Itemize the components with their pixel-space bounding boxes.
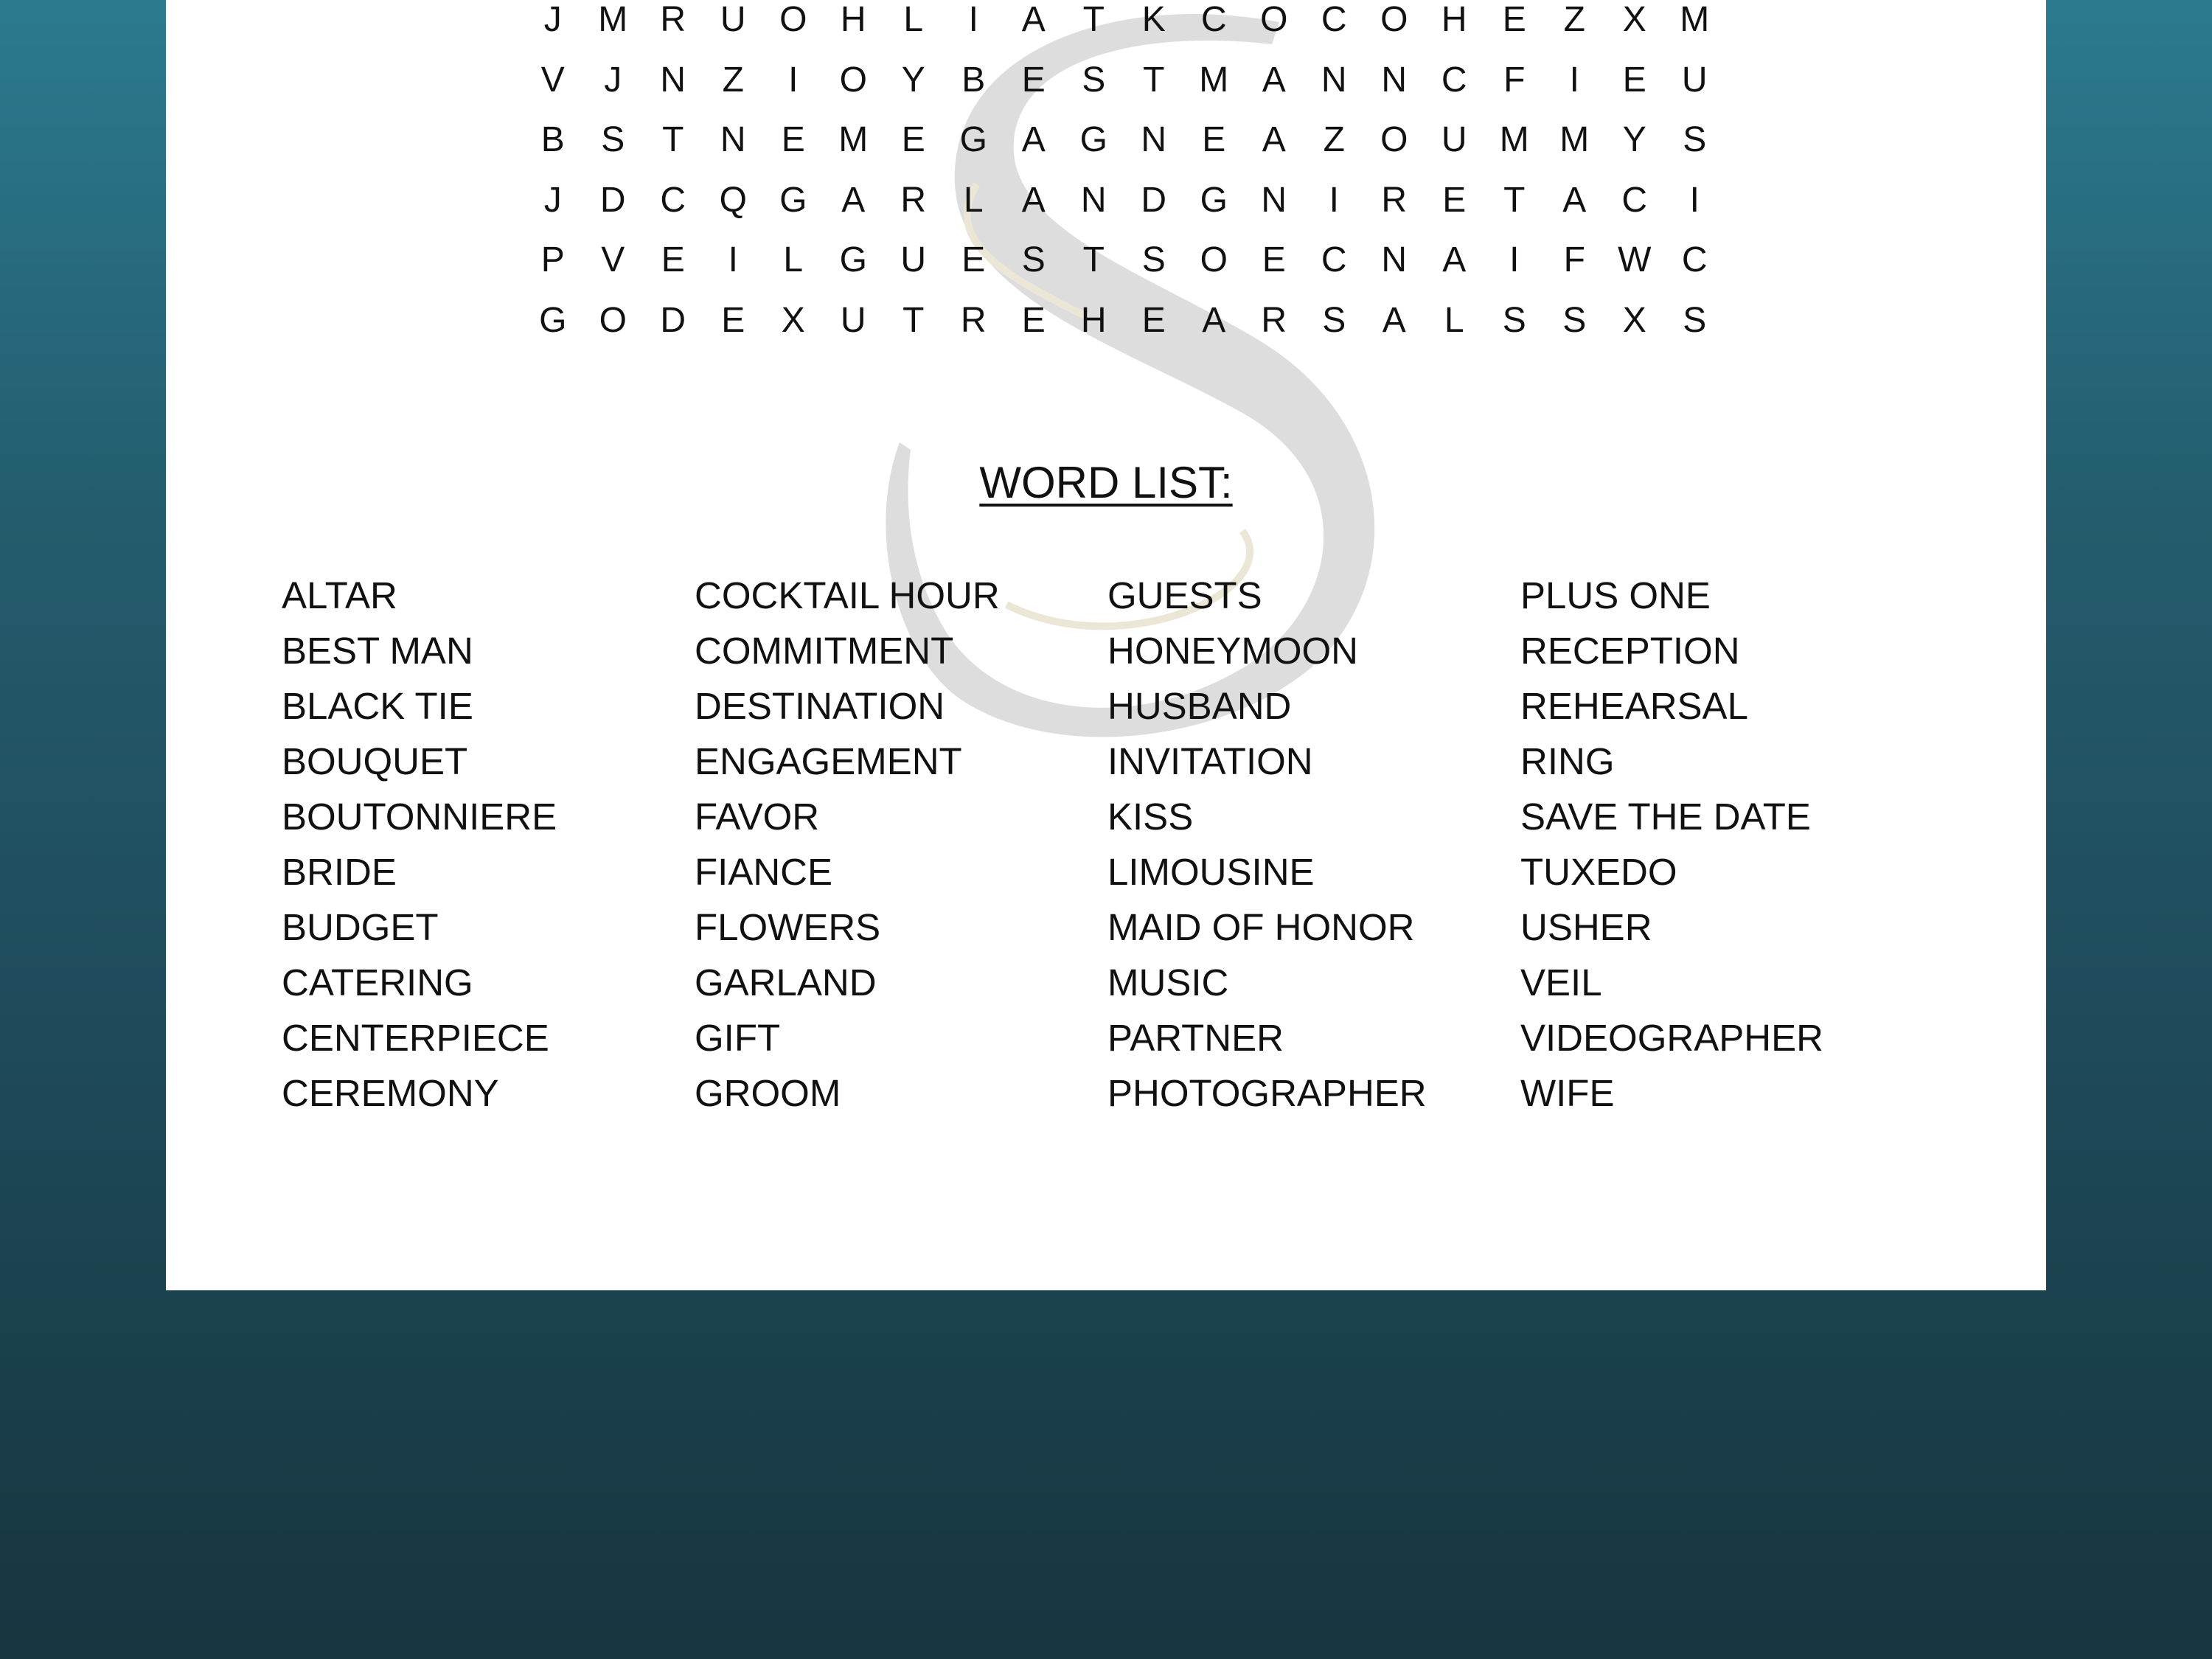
grid-cell[interactable]: B [961,60,986,100]
grid-cell[interactable]: N [1261,180,1287,220]
grid-cell[interactable]: Z [1563,0,1585,40]
grid-cell[interactable]: I [728,240,738,280]
word-list-item: GARLAND [695,961,877,1004]
grid-cell[interactable]: Y [1622,120,1646,160]
grid-cell[interactable]: O [779,0,807,40]
word-list-item: BEST MAN [282,630,473,672]
grid-cell[interactable]: H [1080,300,1107,340]
grid-cell[interactable]: E [781,120,805,160]
word-column [282,568,695,1121]
grid-cell[interactable]: A [1021,180,1046,220]
word-list-item: BOUQUET [282,740,468,782]
grid-cell[interactable]: L [963,180,984,220]
letter-grid [523,0,1725,350]
grid-cell[interactable]: A [841,180,866,220]
grid-cell[interactable]: S [1082,60,1106,100]
word-list-item: RECEPTION [1520,630,1740,672]
word-list-item: VIDEOGRAPHER [1520,1017,1823,1059]
grid-cell[interactable]: E [1622,60,1646,100]
grid-cell[interactable]: E [1502,0,1526,40]
grid-cell[interactable]: V [540,60,565,100]
grid-cell[interactable]: E [1442,180,1467,220]
grid-cell[interactable]: E [1202,120,1226,160]
grid-cell[interactable]: N [1141,120,1167,160]
grid-cell[interactable]: N [1321,60,1347,100]
grid-cell[interactable]: H [840,0,866,40]
grid-cell[interactable]: E [901,120,925,160]
word-list-item: CEREMONY [282,1072,499,1114]
word-list-item: FAVOR [695,796,820,838]
grid-cell[interactable]: A [1382,300,1406,340]
grid-cell[interactable]: Z [722,60,744,100]
word-list-item: RING [1520,740,1615,782]
grid-cell[interactable]: E [661,240,685,280]
grid-cell[interactable]: J [543,0,562,40]
grid-cell[interactable]: M [838,120,869,160]
grid-cell[interactable]: G [839,240,867,280]
word-column [695,568,1107,1121]
grid-cell[interactable]: J [543,180,562,220]
word-list-item: FIANCE [695,851,833,893]
grid-cell[interactable]: I [1329,180,1339,220]
grid-cell[interactable]: Q [719,180,747,220]
grid-cell[interactable]: A [1021,0,1046,40]
grid-cell[interactable]: L [903,0,924,40]
word-list-item: CENTERPIECE [282,1017,549,1059]
word-list-item: BUDGET [282,906,439,948]
word-list-item: WIFE [1520,1072,1615,1114]
grid-cell[interactable]: T [1082,0,1105,40]
grid-cell[interactable]: M [598,0,628,40]
word-list-item: MUSIC [1107,961,1229,1004]
word-list-item: CATERING [282,961,473,1004]
grid-cell[interactable]: A [1262,120,1286,160]
word-list-item: VEIL [1520,961,1602,1004]
grid-cell[interactable]: A [1021,120,1046,160]
grid-cell[interactable]: U [900,240,927,280]
grid-cell[interactable]: E [721,300,745,340]
word-list-item: COCKTAIL HOUR [695,574,1000,616]
grid-cell[interactable]: S [1141,240,1166,280]
grid-cell[interactable]: F [1563,240,1585,280]
grid-cell[interactable]: A [1202,300,1226,340]
grid-cell[interactable]: U [840,300,866,340]
grid-cell[interactable]: N [720,120,746,160]
word-list-item: LIMOUSINE [1107,851,1315,893]
grid-cell[interactable]: C [1681,240,1708,280]
grid-cell[interactable]: N [1381,240,1408,280]
grid-cell[interactable]: A [1562,180,1587,220]
grid-cell[interactable]: V [601,240,625,280]
grid-cell[interactable]: X [1622,0,1646,40]
grid-cell[interactable]: U [1441,120,1467,160]
word-list-item: HONEYMOON [1107,630,1359,672]
grid-cell[interactable]: M [1199,60,1229,100]
word-list-item: ENGAGEMENT [695,740,962,782]
grid-cell[interactable]: E [1141,300,1166,340]
grid-cell[interactable]: C [660,180,686,220]
grid-cell[interactable]: R [1381,180,1408,220]
grid-cell[interactable]: P [540,240,565,280]
grid-cell[interactable]: T [1143,60,1165,100]
word-list-item: PLUS ONE [1520,574,1711,616]
grid-cell[interactable]: I [968,0,978,40]
grid-cell[interactable]: T [1082,240,1105,280]
grid-cell[interactable]: I [1569,60,1579,100]
grid-cell[interactable]: R [1261,300,1287,340]
grid-cell[interactable]: O [1200,240,1228,280]
grid-cell[interactable]: S [601,120,625,160]
word-list-item: PARTNER [1107,1017,1284,1059]
word-list-item: GROOM [695,1072,841,1114]
word-list-item: USHER [1520,906,1652,948]
word-list-item: REHEARSAL [1520,685,1748,727]
grid-cell[interactable]: H [1441,0,1467,40]
word-column [1107,568,1520,1121]
grid-cell[interactable]: K [1141,0,1166,40]
grid-cell[interactable]: I [1509,240,1520,280]
grid-cell[interactable]: O [1380,120,1408,160]
grid-cell[interactable]: T [662,120,684,160]
grid-cell[interactable]: F [1503,60,1526,100]
grid-cell[interactable]: C [1621,180,1648,220]
word-list-item: BOUTONNIERE [282,796,557,838]
word-list-item: FLOWERS [695,906,881,948]
word-column [1520,568,1933,1121]
word-list-item: INVITATION [1107,740,1313,782]
grid-cell[interactable]: T [1503,180,1526,220]
grid-cell[interactable]: G [1079,120,1107,160]
grid-cell[interactable]: S [1683,120,1707,160]
grid-cell[interactable]: S [1562,300,1587,340]
grid-cell[interactable]: B [540,120,565,160]
grid-cell[interactable]: C [1321,240,1347,280]
grid-cell[interactable]: D [599,180,626,220]
grid-cell[interactable]: A [1442,240,1467,280]
grid-cell[interactable]: T [902,300,925,340]
grid-cell[interactable]: G [959,120,987,160]
word-list-item: ALTAR [282,574,397,616]
grid-cell[interactable]: I [788,60,799,100]
grid-cell[interactable]: M [1680,0,1710,40]
grid-cell[interactable]: E [1262,240,1286,280]
grid-cell[interactable]: C [1321,0,1347,40]
word-list-title: WORD LIST: [979,458,1233,507]
puzzle-sheet [166,0,2046,1290]
word-list-item: TUXEDO [1520,851,1677,893]
word-list-item: HUSBAND [1107,685,1292,727]
grid-cell[interactable]: E [1021,300,1046,340]
grid-cell[interactable]: G [539,300,567,340]
grid-cell[interactable]: L [1444,300,1464,340]
grid-cell[interactable]: O [1380,0,1408,40]
grid-cell[interactable]: E [1021,60,1046,100]
grid-cell[interactable]: G [779,180,807,220]
word-list-item: COMMITMENT [695,630,954,672]
grid-cell[interactable]: M [1559,120,1590,160]
grid-cell[interactable]: C [1200,0,1227,40]
grid-cell[interactable]: A [1262,60,1286,100]
word-list-item: BLACK TIE [282,685,473,727]
grid-cell[interactable]: D [1141,180,1167,220]
grid-cell[interactable]: S [1322,300,1346,340]
grid-cell[interactable]: O [839,60,867,100]
grid-cell[interactable]: U [720,0,746,40]
grid-cell[interactable]: N [1381,60,1408,100]
grid-cell[interactable]: U [1681,60,1708,100]
word-list-item: KISS [1107,796,1194,838]
word-list-item: GUESTS [1107,574,1262,616]
grid-cell[interactable]: R [660,0,686,40]
grid-cell[interactable]: X [781,300,805,340]
grid-cell[interactable]: D [660,300,686,340]
grid-cell[interactable]: R [900,180,927,220]
word-list-item: BRIDE [282,851,397,893]
grid-cell[interactable]: M [1499,120,1529,160]
word-list-item: MAID OF HONOR [1107,906,1415,948]
grid-cell[interactable]: N [1080,180,1107,220]
grid-cell[interactable]: I [1689,180,1700,220]
word-list-item: SAVE THE DATE [1520,796,1811,838]
word-list-item: GIFT [695,1017,781,1059]
grid-cell[interactable]: X [1622,300,1646,340]
grid-cell[interactable]: L [783,240,804,280]
grid-cell[interactable]: C [1441,60,1467,100]
grid-cell[interactable]: S [1021,240,1046,280]
grid-cell[interactable]: R [960,300,987,340]
word-list-item: DESTINATION [695,685,945,727]
grid-cell[interactable]: S [1683,300,1707,340]
grid-cell[interactable]: W [1618,240,1652,280]
grid-cell[interactable]: S [1502,300,1526,340]
word-list [282,568,1933,1121]
grid-cell[interactable]: J [604,60,622,100]
grid-cell[interactable]: O [1260,0,1288,40]
grid-cell[interactable]: G [1200,180,1228,220]
grid-cell[interactable]: Z [1323,120,1345,160]
word-list-item: PHOTOGRAPHER [1107,1072,1427,1114]
grid-cell[interactable]: N [660,60,686,100]
grid-cell[interactable]: O [599,300,627,340]
grid-cell[interactable]: Y [901,60,925,100]
grid-cell[interactable]: E [961,240,986,280]
